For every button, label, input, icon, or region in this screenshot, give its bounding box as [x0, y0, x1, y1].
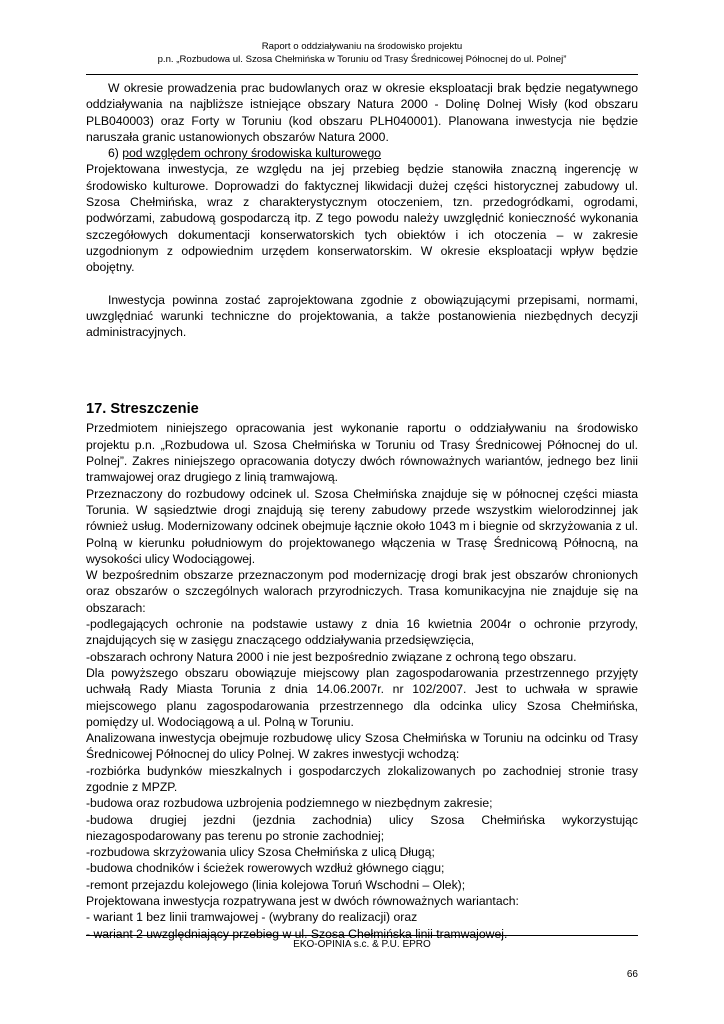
summary-paragraph: W bezpośrednim obszarze przeznaczonym pod modernizację drogi brak jest obszarów chronionych oraz obszarów o szczególnych walorach przyrodniczych. Trasa komunikacyjna nie znajduje się na obszarach: — [86, 568, 638, 615]
header-divider — [86, 74, 638, 75]
summary-paragraph: Analizowana inwestycja obejmuje rozbudowę ulicy Szosa Chełmińska w Toruniu na odcinku od Trasy Średnicowej Północnej do ulicy Polnej. W zakres inwestycji wchodzą: — [86, 731, 638, 762]
footer-company: EKO-OPINIA s.c. & P.U. EPRO — [293, 939, 431, 950]
page-number: 66 — [626, 969, 638, 980]
summary-paragraph: -budowa chodników i ścieżek rowerowych wzdłuż głównego ciągu; — [86, 861, 445, 876]
summary-paragraph: -obszarach ochrony Natura 2000 i nie jest bezpośrednio związane z ochroną tego obszaru. — [86, 649, 577, 664]
paragraph-compliance: Inwestycja powinna zostać zaprojektowana zgodnie z obowiązującymi przepisami, normami, uwzględniać warunki techniczne do projektowania, a także postanowienia niezbędnych decyzji administracyjnych. — [86, 292, 638, 340]
list-item-title: pod względem ochrony środowiska kulturowego — [122, 146, 382, 161]
summary-paragraph: -rozbudowa skrzyżowania ulicy Szosa Chełmińska z ulicą Długą; — [86, 845, 435, 860]
summary-paragraph: -budowa oraz rozbudowa uzbrojenia podziemnego w niezbędnym zakresie; — [86, 796, 493, 811]
summary-paragraph: -budowa drugiej jezdni (jezdnia zachodnia) ulicy Szosa Chełmińska wykorzystując niezagospodarowany pas terenu po stronie zachodniej; — [86, 812, 638, 843]
page-content — [86, 80, 638, 942]
page-header — [86, 40, 638, 66]
header-line-1: Raport o oddziaływaniu na środowisko projektu — [261, 41, 463, 52]
summary-paragraph: -rozbiórka budynków mieszkalnych i gospodarczych zlokalizowanych po zachodniej stronie trasy zgodnie z MPZP. — [86, 763, 638, 794]
summary-paragraph: Dla powyższego obszaru obowiązuje miejscowy plan zagospodarowania przestrzennego przyjęty uchwałą Rady Miasta Torunia z dnia 14.06.2007r. nr 102/2007. Jest to uchwała w sprawie miejscowego planu zagospodarowania przestrzennego dla odcinka ulicy Szosa Chełmińska, pomiędzy ul. Wodociągową a ul. Polną w Toruniu. — [86, 665, 638, 729]
list-item-number: 6) — [108, 146, 119, 161]
summary-paragraph: - wariant 1 bez linii tramwajowej - (wybrany do realizacji) oraz — [86, 910, 418, 925]
summary-paragraph: Projektowana inwestycja rozpatrywana jest w dwóch równoważnych wariantach: — [86, 894, 519, 909]
summary-paragraph: -podlegających ochronie na podstawie ustawy z dnia 16 kwietnia 2004r o ochronie przyrody, znajdujących się w zasięgu znaczącego oddziaływania przedsięwzięcia, — [86, 617, 638, 648]
summary-paragraph: -remont przejazdu kolejowego (linia kolejowa Toruń Wschodni – Olek); — [86, 877, 466, 892]
header-line-2: p.n. „Rozbudowa ul. Szosa Chełmińska w Toruniu od Trasy Średnicowej Północnej do ul. Polnej” — [157, 54, 567, 65]
section-heading: 17. Streszczenie — [86, 401, 199, 418]
paragraph-cultural: Projektowana inwestycja, ze względu na jej przebieg będzie stanowiła znaczną ingerencję w środowisko kulturowe. Doprowadzi do faktycznej likwidacji dużej części historycznej zabudowy ul. Szosa Chełmińska, wraz z charakterystycznym otoczeniem, tzn. przedogródkami, ogrodami, podwórzami, zabudową gospodarczą itp. Z tego powodu należy uwzględnić konieczność wykonania szczegółowych dokumentacji konserwatorskich tych obiektów i ich otoczenia – w zakresie uzgodnionym z odpowiednim urzędem konserwatorskim. W okresie eksploatacji wpływ będzie obojętny. — [86, 162, 638, 275]
paragraph-natura: W okresie prowadzenia prac budowlanych oraz w okresie eksploatacji brak będzie negatywnego oddziaływania na najbliższe istniejące obszary Natura 2000 - Dolinę Dolnej Wisły (kod obszaru PLB040003) oraz Forty w Toruniu (kod obszaru PLH040001). Planowana inwestycja nie będzie naruszała granic ustanowionych obszarów Natura 2000. — [86, 81, 638, 144]
list-item-6 — [86, 145, 638, 161]
summary-paragraph: Przedmiotem niniejszego opracowania jest wykonanie raportu o oddziaływaniu na środowisko projektu p.n. „Rozbudowa ul. Szosa Chełmińska w Toruniu od Trasy Średnicowej Północnej do ul. Polnej”. Zakres niniejszego opracowania dotyczy dwóch równoważnych wariantów, jednego bez linii tramwajowej oraz drugiego z linią tramwajową. — [86, 421, 638, 485]
summary-paragraph: - wariant 2 uwzględniający przebieg w ul. Szosa Chełmińska linii tramwajowej. — [86, 926, 508, 941]
footer-divider — [86, 935, 638, 936]
summary-paragraph: Przeznaczony do rozbudowy odcinek ul. Szosa Chełmińska znajduje się w północnej części miasta Torunia. W sąsiedztwie drogi znajdują się tereny zabudowy przede wszystkim wielorodzinnej jak również usług. Modernizowany odcinek obejmuje łącznie około 1043 m i biegnie od skrzyżowania z ul. Polną w kierunku południowym do projektowanego włączenia w Trasę Średnicową Północną, na wysokości ulicy Wodociągowej. — [86, 486, 638, 566]
